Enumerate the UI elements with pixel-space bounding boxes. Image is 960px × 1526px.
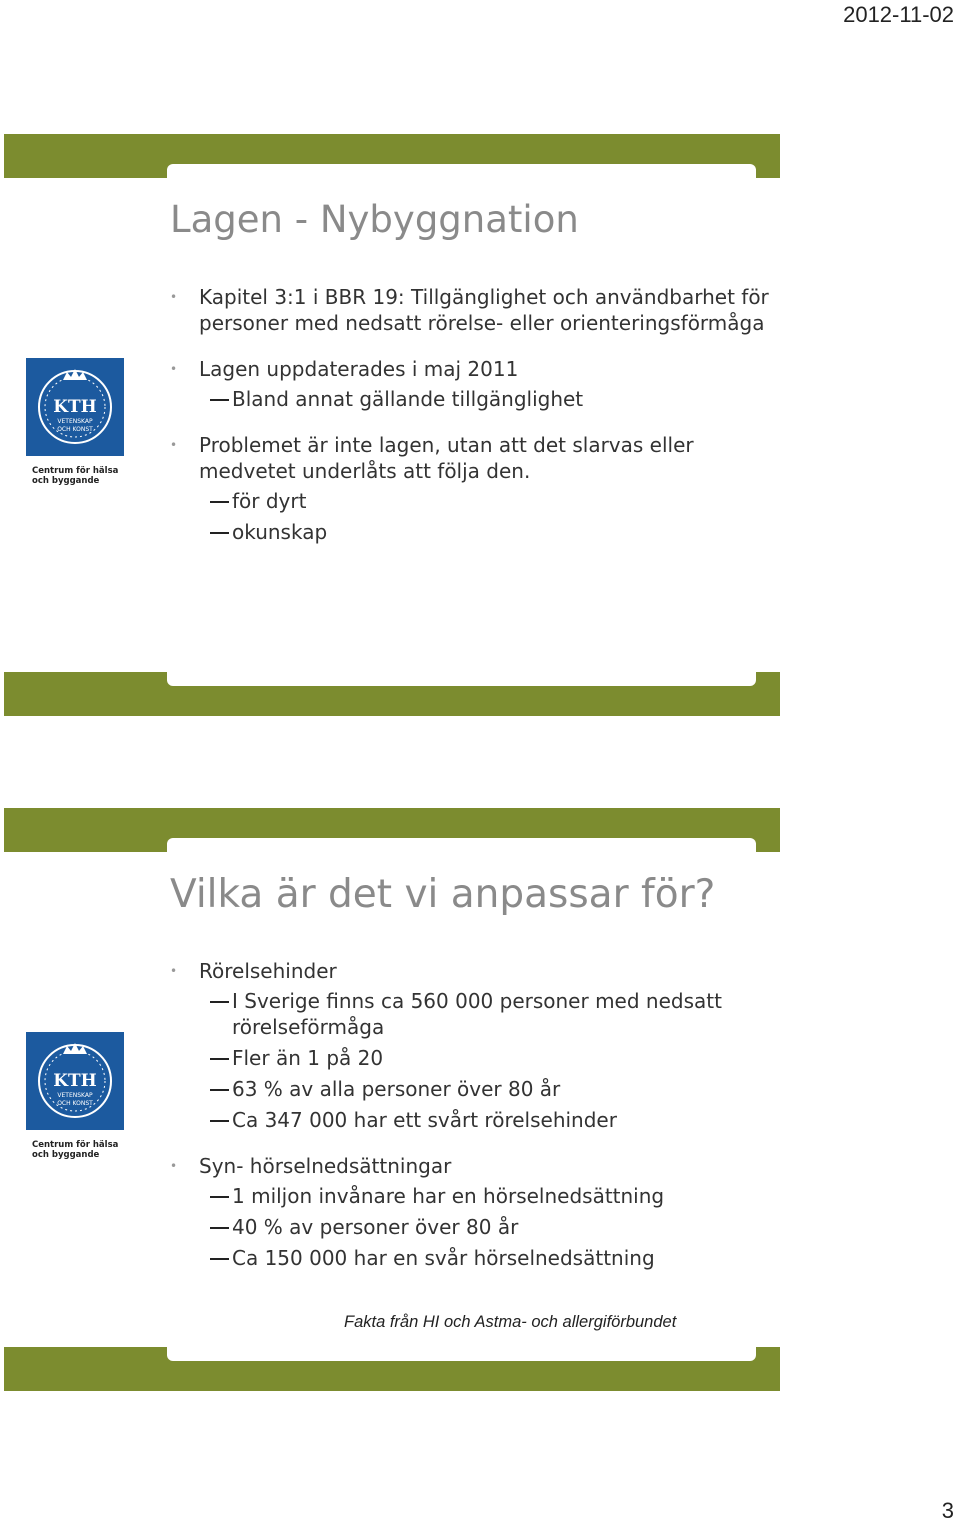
- sub-bullet: Ca 150 000 har en svår hörselnedsättning: [170, 1245, 741, 1271]
- slide-1: [4, 134, 780, 716]
- bullet: • Lagen uppdaterades i maj 2011 Bland annat gällande tillgänglighet: [170, 356, 770, 412]
- sub-bullet: Fler än 1 på 20: [170, 1045, 741, 1071]
- kth-emblem-icon: [26, 1032, 124, 1130]
- sub-bullet: Ca 347 000 har ett svårt rörelsehinder: [170, 1107, 741, 1133]
- kth-logo: [26, 1032, 130, 1160]
- page-number: 3: [941, 1498, 954, 1523]
- page-date: 2012-11-02: [843, 2, 954, 27]
- bullet: • Kapitel 3:1 i BBR 19: Tillgänglighet och användbarhet för personer med nedsatt rörelse- eller orienteringsförmåga: [170, 284, 770, 336]
- sub-bullet: I Sverige finns ca 560 000 personer med nedsatt rörelseförmåga: [170, 988, 741, 1040]
- sub-bullet: för dyrt: [170, 488, 741, 514]
- slide-2: [4, 808, 780, 1391]
- bullet: • Problemet är inte lagen, utan att det slarvas eller medvetet underlåts att följa den. för dyrt okunskap: [170, 432, 770, 545]
- sub-bullet: 63 % av alla personer över 80 år: [170, 1076, 741, 1102]
- sub-bullet: 40 % av personer över 80 år: [170, 1214, 741, 1240]
- logo-caption: Centrum för hälsa och byggande: [32, 466, 119, 486]
- bullet: • Rörelsehinder I Sverige finns ca 560 000 personer med nedsatt rörelseförmåga Fler än 1 på 20 63 % av alla personer över 80 år Ca 347 000 har ett svårt rörelsehinder: [170, 958, 770, 1133]
- slide-title: Vilka är det vi anpassar för?: [170, 872, 716, 917]
- sub-bullet: Bland annat gällande tillgänglighet: [170, 386, 741, 412]
- svg-text:VETENSKAP: VETENSKAP: [57, 1092, 93, 1099]
- source-note: Fakta från HI och Astma- och allergiförbundet: [344, 1313, 677, 1331]
- slide-content: [170, 284, 770, 565]
- svg-text:KTH: KTH: [53, 1071, 97, 1091]
- kth-emblem-icon: [26, 358, 124, 456]
- kth-logo: [26, 358, 130, 486]
- bullet: • Syn- hörselnedsättningar 1 miljon invånare har en hörselnedsättning 40 % av personer över 80 år Ca 150 000 har en svår hörselnedsättning: [170, 1153, 770, 1271]
- logo-caption: Centrum för hälsa och byggande: [32, 1140, 119, 1160]
- sub-bullet: 1 miljon invånare har en hörselnedsättning: [170, 1183, 741, 1209]
- svg-text:KTH: KTH: [53, 397, 97, 417]
- svg-text:VETENSKAP: VETENSKAP: [57, 418, 93, 425]
- slide-content: [170, 958, 770, 1291]
- sub-bullet: okunskap: [170, 519, 741, 545]
- slide-title: Lagen - Nybyggnation: [170, 198, 579, 241]
- svg-text:OCH KONST: OCH KONST: [57, 1100, 93, 1107]
- svg-text:OCH KONST: OCH KONST: [57, 426, 93, 433]
